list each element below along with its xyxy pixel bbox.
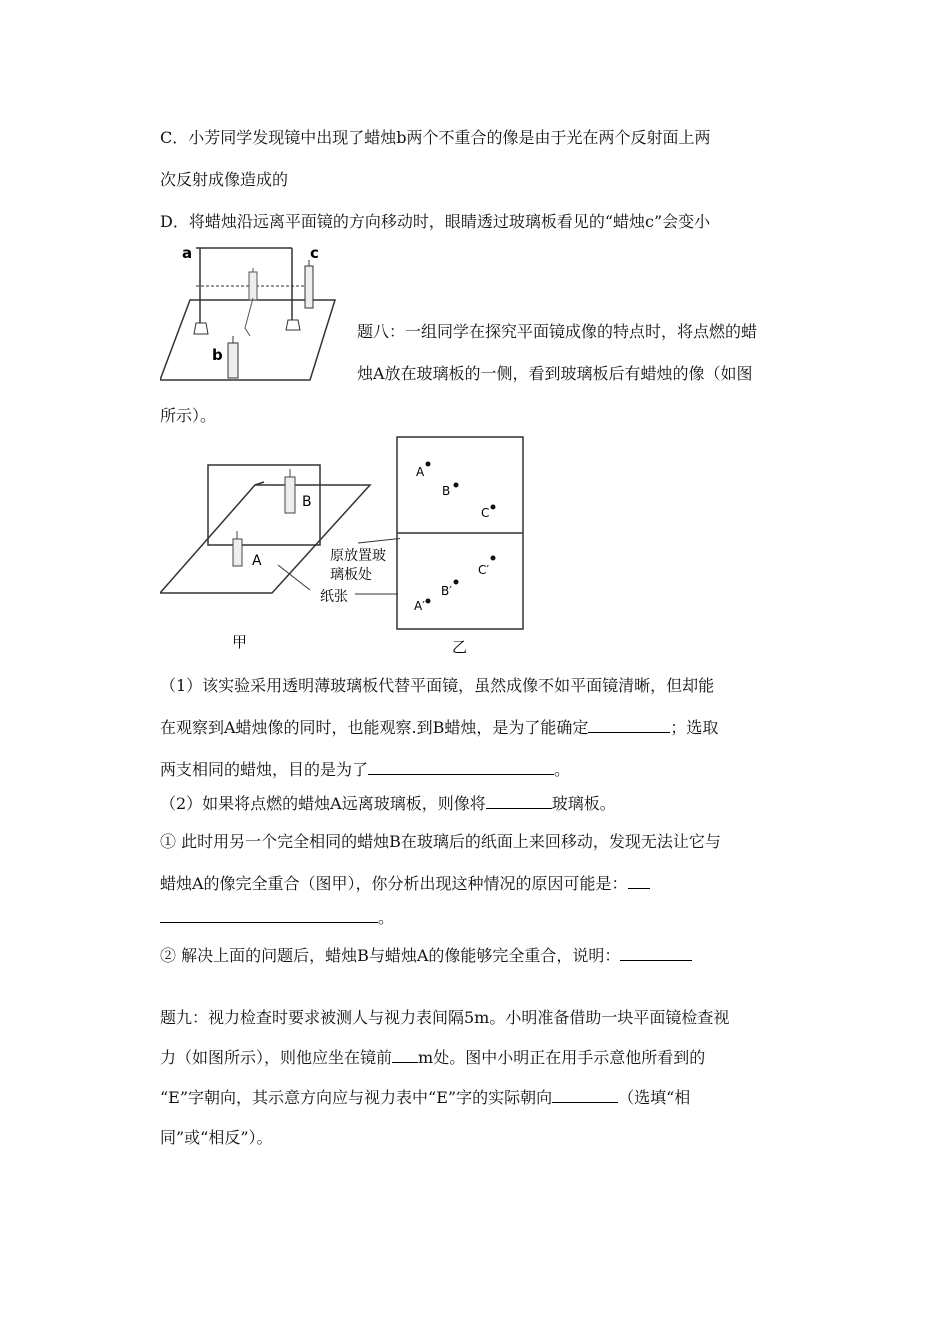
option-c-line2: 次反射成像造成的 [160,170,289,189]
q8-1-line2 [160,716,718,740]
fig-yi-c: C [481,506,490,520]
q8-2-text-e: 。 [378,908,395,927]
q8-2-text-f: ② 解决上面的问题后，蜡烛B与蜡烛A的像能够完全重合，说明： [160,946,621,965]
answer-blank-2[interactable] [368,758,554,775]
fig-jia-caption: 甲 [232,633,248,651]
q9-text-c1: “E”字朝向，其示意方向应与视力表中“E”字的实际朝向 [160,1088,553,1107]
fig-jia-label-b: B [302,494,312,510]
q8-2-text-d: 蜡烛A的像完全重合（图甲），你分析出现这种情况的原因可能是： [160,874,628,893]
q9-line2 [160,1046,705,1070]
q8-line3: 所示）。 [160,406,217,425]
q8-1-line1: （1）该实验采用透明薄玻璃板代替平面镜，虽然成像不如平面镜清晰，但却能 [160,676,715,695]
answer-blank-1[interactable] [588,716,670,733]
q8-2-line1 [160,792,616,816]
fig-jia-callout-glass-2: 璃板处 [330,567,372,583]
fig-jia-callout-paper: 纸张 [320,589,348,605]
figure-yi [396,436,528,658]
q8-1-text-c: ；选取 [670,718,719,737]
fig-yi-a: A [416,465,425,479]
option-c-line1: C．小芳同学发现镜中出现了蜡烛b两个不重合的像是由于光在两个反射面上两 [160,128,711,147]
q9-line1: 题九：视力检查时要求被测人与视力表间隔5m。小明准备借助一块平面镜检查视 [160,1008,730,1027]
q8-line1: 题八：一组同学在探究平面镜成像的特点时，将点燃的蜡 [357,322,758,341]
figure-candles-abc [160,238,350,383]
fig-yi-caption: 乙 [452,638,468,656]
q8-2-text-b: 玻璃板。 [551,794,616,813]
q9-line3 [160,1086,690,1110]
q8-2-line3 [160,872,650,896]
fig-jia-label-a: A [252,553,262,569]
answer-blank-4b[interactable] [160,906,378,923]
fig-jia-callout-glass-1: 原放置玻 [330,548,386,564]
fig-yi-c-prime: C′ [478,563,490,577]
fig-yi-b: B [442,484,451,498]
q8-2-line2: ① 此时用另一个完全相同的蜡烛B在玻璃后的纸面上来回移动，发现无法让它与 [160,832,721,851]
q8-1-text-e: 。 [554,760,571,779]
answer-blank-7[interactable] [552,1086,618,1103]
q8-1-text-b: 在观察到A蜡烛像的同时，也能观察.到B蜡烛，是为了能确定 [160,718,589,737]
answer-blank-3[interactable] [486,792,552,809]
q8-2-text-a: （2）如果将点燃的蜡烛A远离玻璃板，则像将 [160,794,486,813]
option-d: D．将蜡烛沿远离平面镜的方向移动时，眼睛透过玻璃板看见的“蜡烛c”会变小 [160,212,711,231]
fig1-label-a: a [182,244,193,262]
answer-blank-4a[interactable] [628,872,650,889]
q9-line4: 同”或“相反”）。 [160,1128,273,1147]
answer-blank-6[interactable] [392,1046,418,1063]
q8-2-line4 [160,906,394,930]
q8-1-text-d: 两支相同的蜡烛，目的是为了 [160,760,369,779]
q8-line2: 烛A放在玻璃板的一侧，看到玻璃板后有蜡烛的像（如图 [357,364,753,383]
q9-text-b2: m处。图中小明正在用手示意他所看到的 [418,1048,706,1067]
figure-jia [160,455,400,655]
fig1-label-b: b [212,346,223,364]
fig1-label-c: c [310,244,319,262]
answer-blank-5[interactable] [620,944,692,961]
q8-1-line3 [160,758,570,782]
q9-text-c2: （选填“相 [618,1088,691,1107]
fig-yi-b-prime: B′ [441,584,452,598]
fig-yi-a-prime: A′ [414,599,425,613]
q9-text-b1: 力（如图所示），则他应坐在镜前 [160,1048,393,1067]
q8-2-line5 [160,944,692,968]
